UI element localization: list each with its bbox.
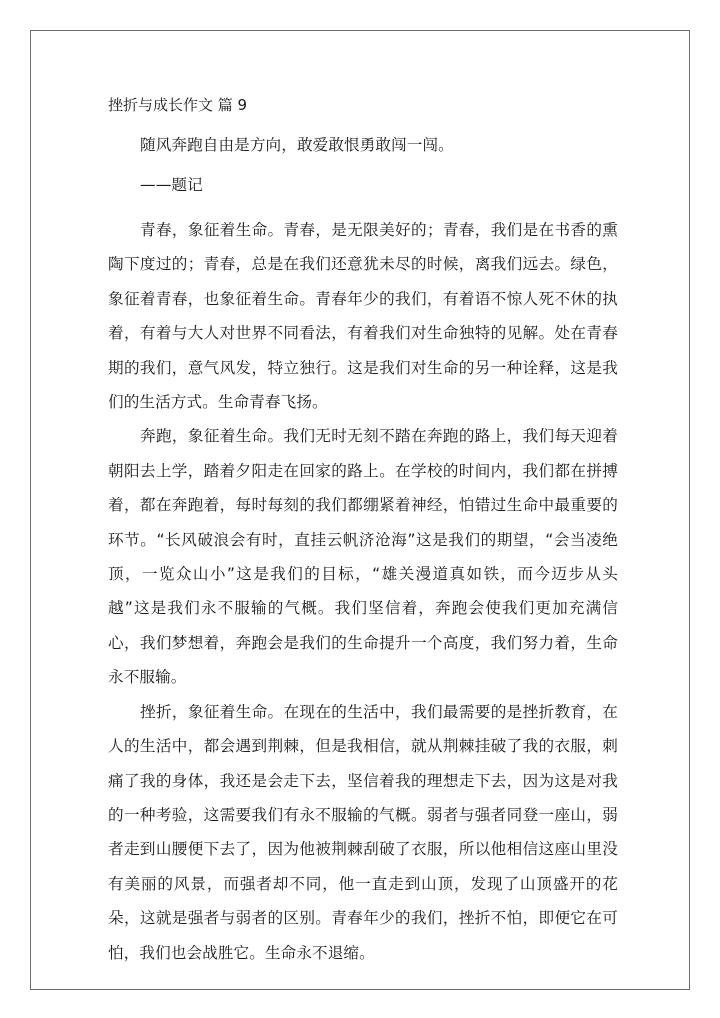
epigraph-source: ——题记 [140, 176, 203, 194]
paragraph-setback: 挫折，象征着生命。在现在的生活中，我们最需要的是挫折教育，在人的生活中，都会遇到荆棘，但是我相信，就从荆棘挂破了我的衣服，刺痛了我的身体，我还是会走下去，坚信着我的理想走下去，因为这是对我的一种考验，这需要我们有永不服输的气概。弱者与强者同登一座山，弱者走到山腰便下去了，因为他被荆棘刮破了衣服，所以他相信这座山里没有美丽的风景，而强者却不同，他一直走到山顶，发现了山顶盛开的花朵，这就是强者与弱者的区别。青春年少的我们，挫折不怕，即便它在可怕，我们也会战胜它。生命永不退缩。 [108, 702, 618, 962]
paragraph-running: 奔跑，象征着生命。我们无时无刻不踏在奔跑的路上，我们每天迎着朝阳去上学，踏着夕阳走在回家的路上。在学校的时间内，我们都在拼搏着，都在奔跑着，每时每刻的我们都绷紧着神经，怕错过生命中最重要的环节。“长风破浪会有时，直挂云帆济沧海”这是我们的期望，“会当凌绝顶，一览众山小”这是我们的目标，“雄关漫道真如铁，而今迈步从头越”这是我们永不服输的气概。我们坚信着，奔跑会使我们更加充满信心，我们梦想着，奔跑会是我们的生命提升一个高度，我们努力着，生命永不服输。 [108, 427, 618, 687]
essay-title: 挫折与成长作文 篇 9 [108, 96, 248, 114]
epigraph: 随风奔跑自由是方向，敢爱敢恨勇敢闯一闯。 [140, 136, 454, 154]
document-body [108, 93, 618, 970]
paragraph-youth: 青春，象征着生命。青春，是无限美好的；青春，我们是在书香的熏陶下度过的；青春，总是在我们还意犹未尽的时候，离我们远去。绿色，象征着青春，也象征着生命。青春年少的我们，有着语不惊人死不休的执着，有着与大人对世界不同看法，有着我们对生命独特的见解。处在青春期的我们，意气风发，特立独行。这是我们对生命的另一种诠释，这是我们的生活方式。生命青春飞扬。 [108, 221, 618, 412]
